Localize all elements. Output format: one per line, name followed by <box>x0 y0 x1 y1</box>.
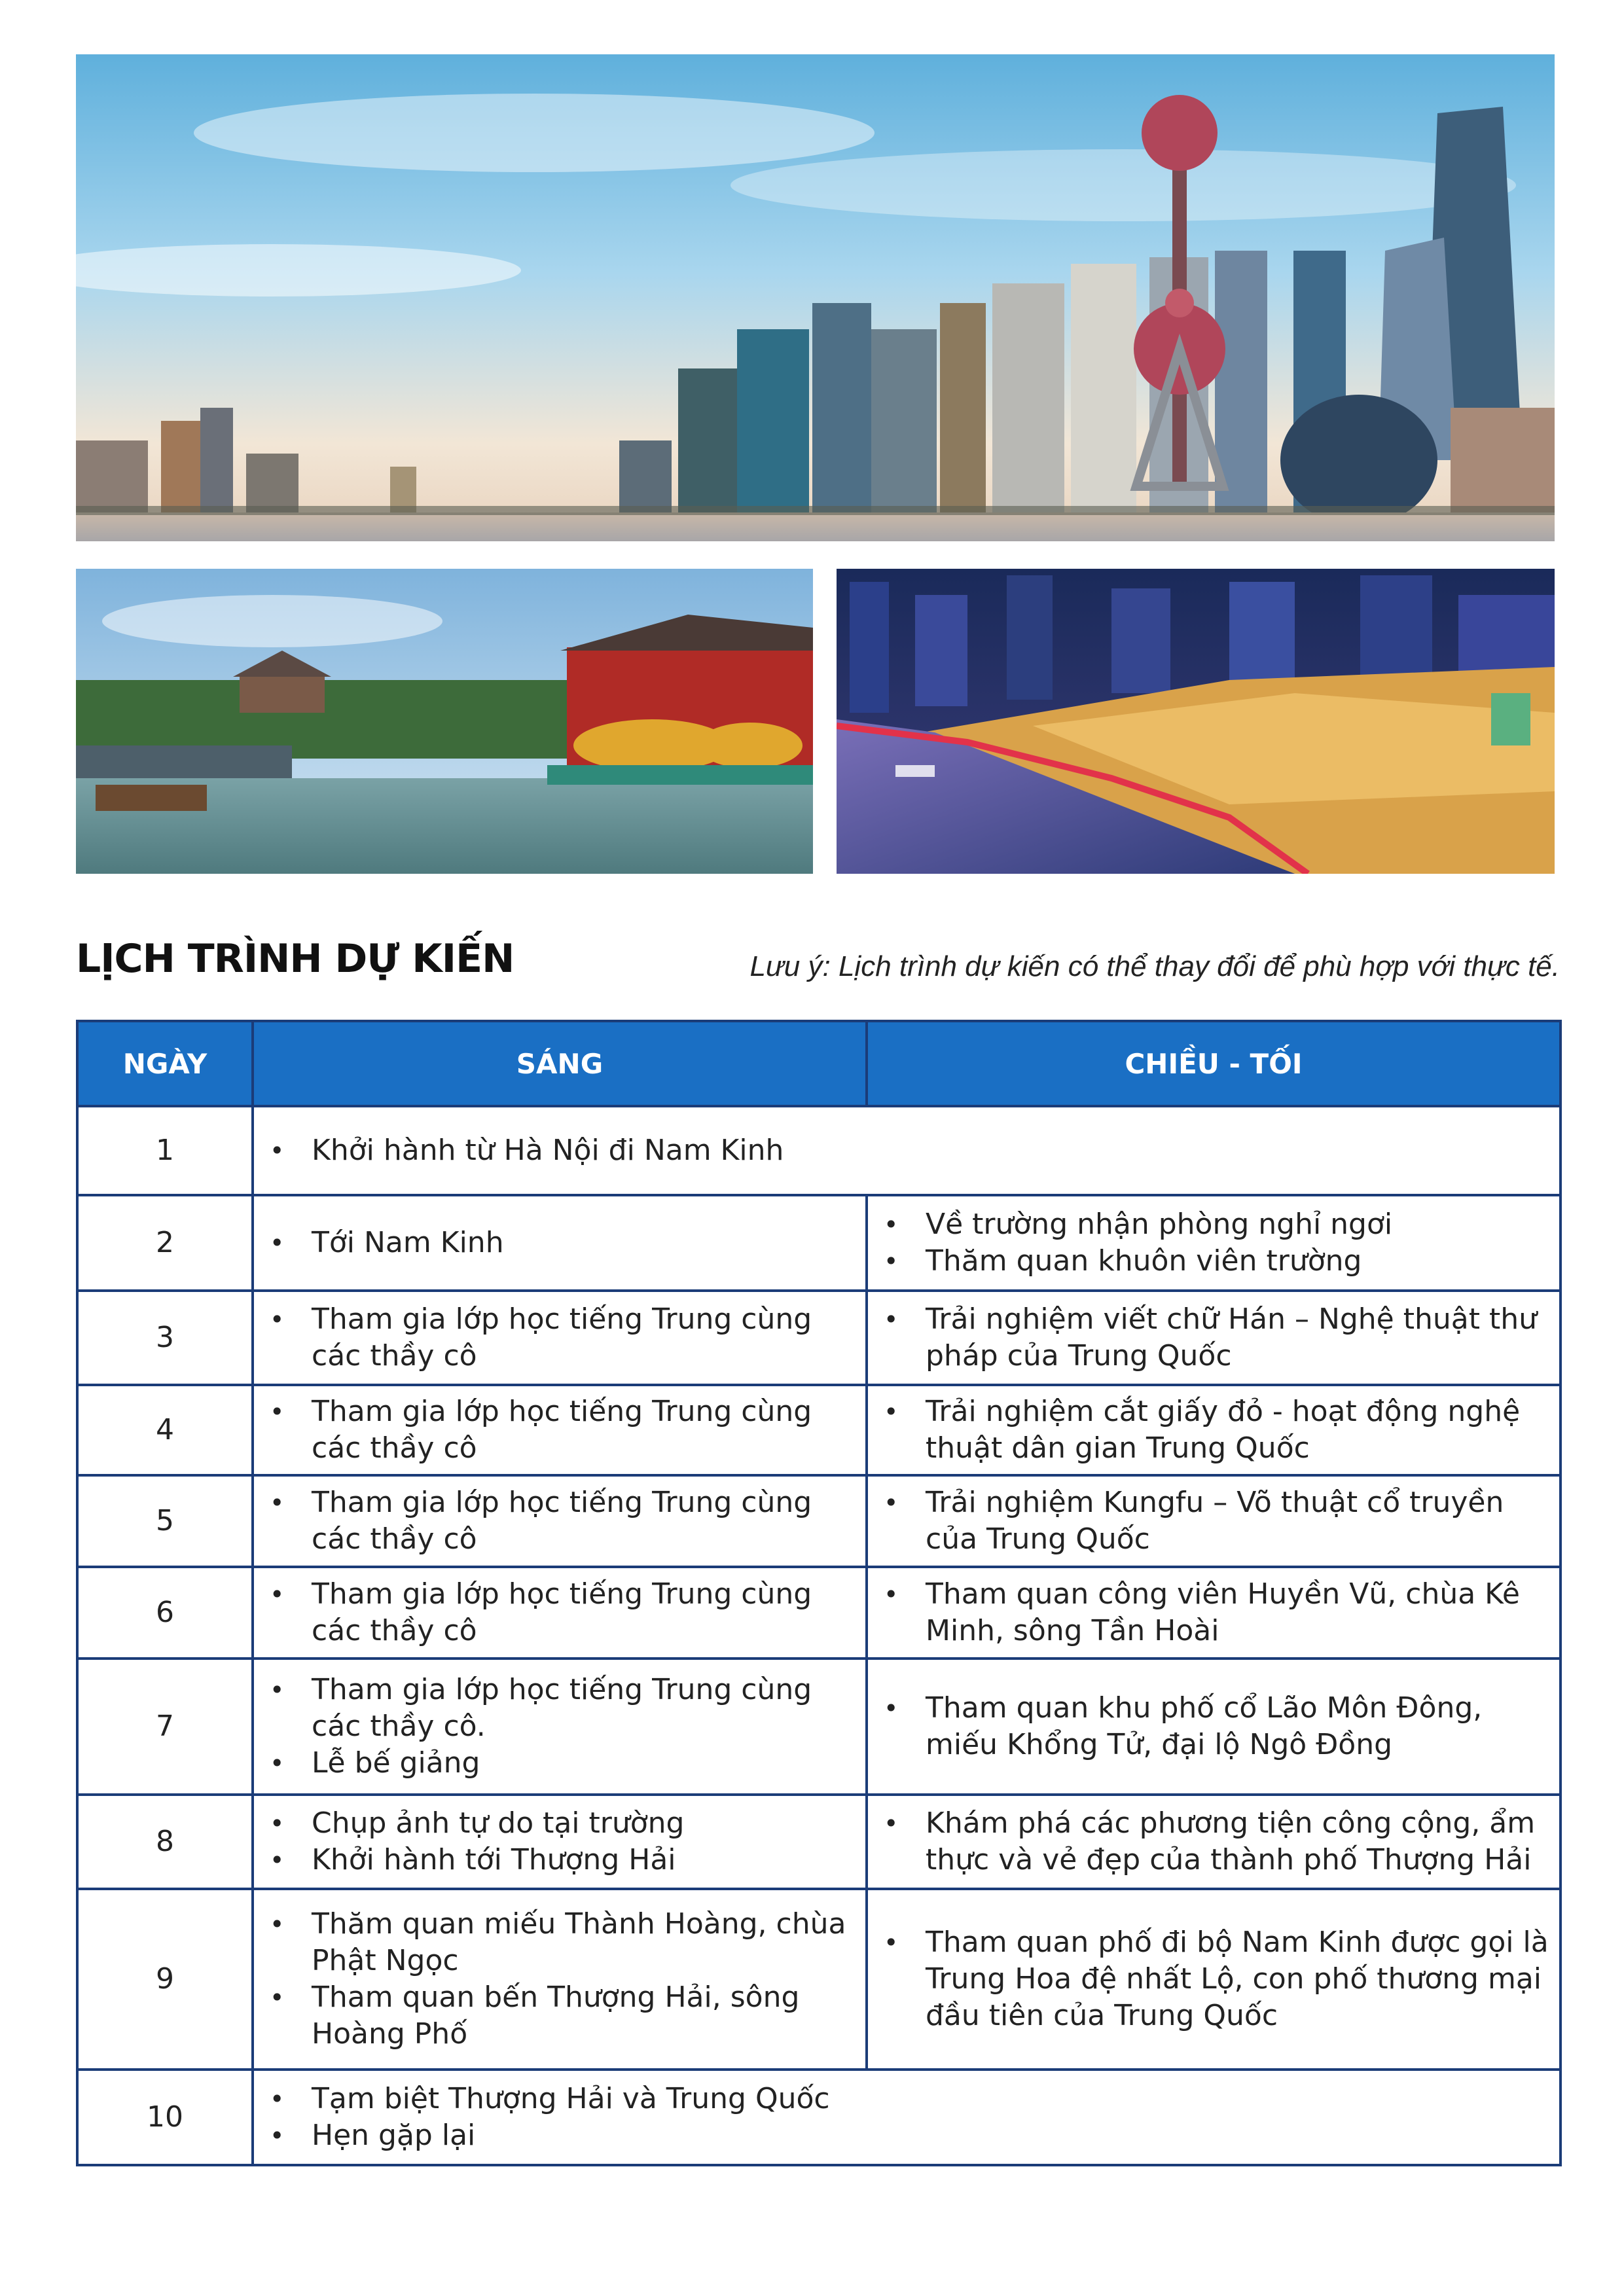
morning-list <box>261 2081 1553 2154</box>
afternoon-list <box>875 1924 1553 2034</box>
day-cell: 5 <box>77 1475 253 1567</box>
day-cell: 10 <box>77 2070 253 2165</box>
list-item: • Tới Nam Kinh <box>261 1225 859 1261</box>
morning-cell <box>253 1659 867 1795</box>
table-row <box>77 1475 1561 1567</box>
list-item: • Tham gia lớp học tiếng Trung cùng các thầy cô <box>261 1301 859 1374</box>
list-item: • Tham quan khu phố cổ Lão Môn Đông, miếu Khổng Tử, đại lộ Ngô Đồng <box>875 1690 1553 1763</box>
morning-list <box>261 1672 859 1782</box>
afternoon-cell <box>867 1567 1561 1659</box>
list-item: • Tham gia lớp học tiếng Trung cùng các thầy cô <box>261 1576 859 1649</box>
header-day: NGÀY <box>77 1021 253 1106</box>
list-item: • Hẹn gặp lại <box>261 2117 1553 2154</box>
morning-list <box>261 1906 859 2053</box>
shanghai-skyline-photo <box>76 54 1555 541</box>
header-morning: SÁNG <box>253 1021 867 1106</box>
list-item: • Trải nghiệm viết chữ Hán – Nghệ thuật thư pháp của Trung Quốc <box>875 1301 1553 1374</box>
list-item: • Khởi hành từ Hà Nội đi Nam Kinh <box>261 1132 1553 1169</box>
table-row <box>77 1659 1561 1795</box>
list-item: • Về trường nhận phòng nghỉ ngơi <box>875 1206 1553 1243</box>
morning-list <box>261 1805 859 1878</box>
list-item: • Trải nghiệm cắt giấy đỏ - hoạt động nghệ thuật dân gian Trung Quốc <box>875 1393 1553 1467</box>
table-row <box>77 1106 1561 1195</box>
day-cell: 3 <box>77 1291 253 1385</box>
list-item: • Thăm quan khuôn viên trường <box>875 1243 1553 1280</box>
day-cell: 6 <box>77 1567 253 1659</box>
table-header-row <box>77 1021 1561 1106</box>
day-cell: 8 <box>77 1795 253 1889</box>
table-row <box>77 1889 1561 2070</box>
list-item: • Khởi hành tới Thượng Hải <box>261 1842 859 1878</box>
table-row <box>77 1385 1561 1475</box>
morning-list <box>261 1132 1553 1169</box>
morning-cell <box>253 1795 867 1889</box>
afternoon-list <box>875 1805 1553 1878</box>
list-item: • Tham gia lớp học tiếng Trung cùng các thầy cô <box>261 1484 859 1558</box>
list-item: • Thăm quan miếu Thành Hoàng, chùa Phật Ngọc <box>261 1906 859 1979</box>
nanjing-canal-photo <box>76 569 813 874</box>
itinerary-table <box>76 1020 1562 2166</box>
morning-list <box>261 1301 859 1374</box>
table-row <box>77 1195 1561 1291</box>
list-item: • Tham gia lớp học tiếng Trung cùng các thầy cô. <box>261 1672 859 1745</box>
activity-cell <box>253 1106 1561 1195</box>
list-item: • Tạm biệt Thượng Hải và Trung Quốc <box>261 2081 1553 2117</box>
list-item: • Trải nghiệm Kungfu – Võ thuật cổ truyền của Trung Quốc <box>875 1484 1553 1558</box>
morning-cell <box>253 1385 867 1475</box>
morning-cell <box>253 1567 867 1659</box>
day-cell: 7 <box>77 1659 253 1795</box>
list-item: • Tham quan phố đi bộ Nam Kinh được gọi là Trung Hoa đệ nhất Lộ, con phố thương mại đầu tiên của Trung Quốc <box>875 1924 1553 2034</box>
table-row <box>77 1795 1561 1889</box>
morning-cell <box>253 1889 867 2070</box>
afternoon-list <box>875 1206 1553 1280</box>
afternoon-list <box>875 1301 1553 1374</box>
list-item: • Khám phá các phương tiện công cộng, ẩm thực và vẻ đẹp của thành phố Thượng Hải <box>875 1805 1553 1878</box>
morning-list <box>261 1393 859 1467</box>
itinerary-note: Lưu ý: Lịch trình dự kiến có thể thay đổi để phù hợp với thực tế. <box>749 950 1560 982</box>
morning-cell <box>253 1475 867 1567</box>
list-item: • Tham quan bến Thượng Hải, sông Hoàng Phố <box>261 1979 859 2053</box>
afternoon-cell <box>867 1291 1561 1385</box>
morning-list <box>261 1576 859 1649</box>
afternoon-cell <box>867 1385 1561 1475</box>
table-row <box>77 2070 1561 2165</box>
afternoon-cell <box>867 1889 1561 2070</box>
table-row <box>77 1567 1561 1659</box>
activity-cell <box>253 2070 1561 2165</box>
list-item: • Tham quan công viên Huyền Vũ, chùa Kê Minh, sông Tần Hoài <box>875 1576 1553 1649</box>
afternoon-cell <box>867 1659 1561 1795</box>
list-item: • Lễ bế giảng <box>261 1745 859 1782</box>
day-cell: 9 <box>77 1889 253 2070</box>
day-cell: 2 <box>77 1195 253 1291</box>
list-item: • Chụp ảnh tự do tại trường <box>261 1805 859 1842</box>
day-cell: 4 <box>77 1385 253 1475</box>
morning-list <box>261 1225 859 1261</box>
header-afternoon: CHIỀU - TỐI <box>867 1021 1561 1106</box>
afternoon-list <box>875 1690 1553 1763</box>
afternoon-cell <box>867 1795 1561 1889</box>
itinerary-heading: LỊCH TRÌNH DỰ KIẾN <box>76 936 514 982</box>
afternoon-list <box>875 1393 1553 1467</box>
day-cell: 1 <box>77 1106 253 1195</box>
table-row <box>77 1291 1561 1385</box>
list-item: • Tham gia lớp học tiếng Trung cùng các thầy cô <box>261 1393 859 1467</box>
morning-cell <box>253 1195 867 1291</box>
afternoon-list <box>875 1484 1553 1558</box>
afternoon-list <box>875 1576 1553 1649</box>
morning-list <box>261 1484 859 1558</box>
afternoon-cell <box>867 1475 1561 1567</box>
afternoon-cell <box>867 1195 1561 1291</box>
shanghai-bund-night-photo <box>837 569 1555 874</box>
morning-cell <box>253 1291 867 1385</box>
